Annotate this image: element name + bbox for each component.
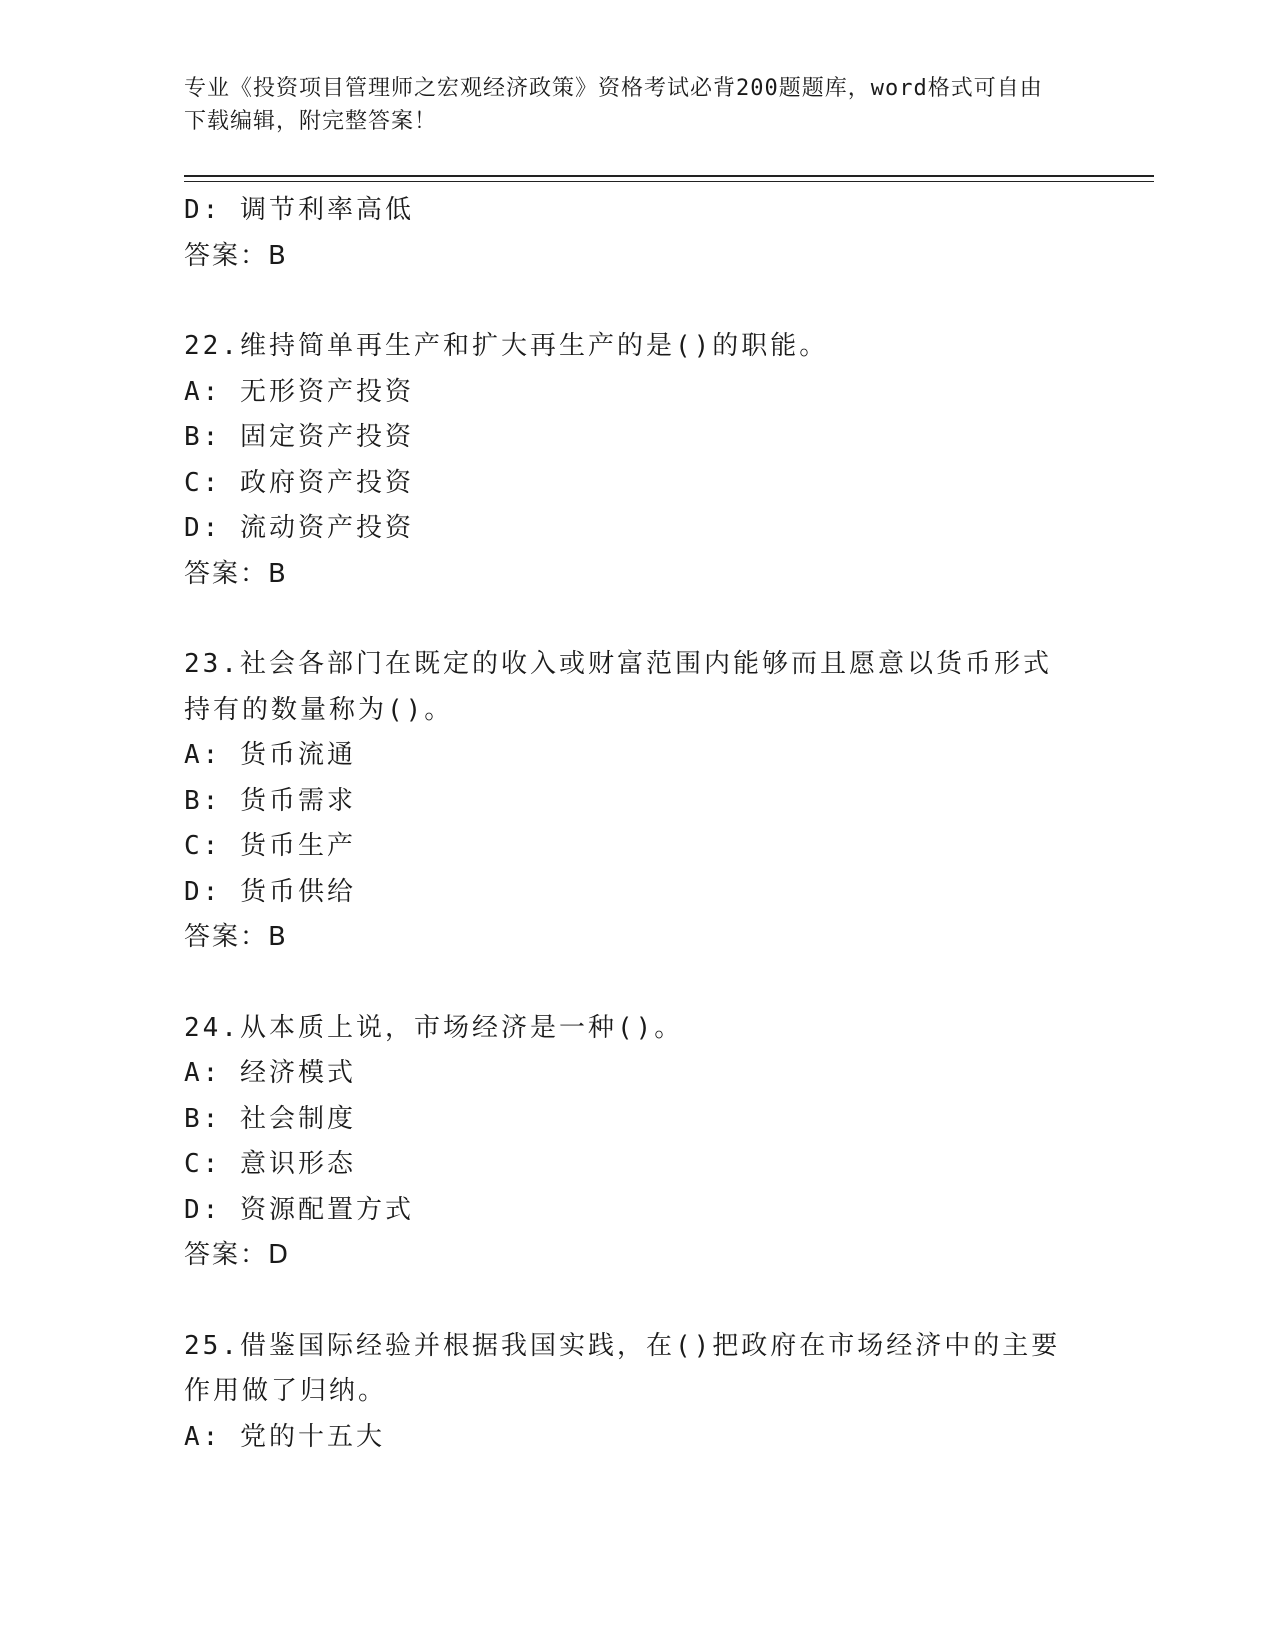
question-23 — [184, 642, 1084, 961]
question-stem: 22.维持简单再生产和扩大再生产的是()的职能。 — [184, 331, 829, 361]
option-c: C: 政府资产投资 — [184, 467, 414, 498]
option-a: A: 货币流通 — [184, 740, 356, 770]
header-divider-thick — [184, 175, 1154, 177]
option-b: B: 社会制度 — [184, 1103, 356, 1134]
option-d: D: 调节利率高低 — [184, 195, 414, 225]
question-stem: 23.社会各部门在既定的收入或财富范围内能够而且愿意以货币形式持有的数量称为()。 — [184, 649, 1052, 725]
question-25 — [184, 1324, 1084, 1461]
answer-line: 答案：D — [184, 1240, 291, 1270]
answer-line: 答案：B — [184, 922, 288, 952]
option-c: C: 意识形态 — [184, 1149, 356, 1179]
question-stem: 25.借鉴国际经验并根据我国实践，在()把政府在市场经济中的主要作用做了归纳。 — [184, 1330, 1061, 1406]
question-22 — [184, 324, 1084, 597]
option-a: A: 经济模式 — [184, 1058, 356, 1088]
option-b: B: 固定资产投资 — [184, 422, 414, 452]
page-header: 专业《投资项目管理师之宏观经济政策》资格考试必背200题题库，word格式可自由下载编辑，附完整答案！ — [184, 76, 1043, 134]
option-d: D: 资源配置方式 — [184, 1194, 414, 1225]
option-a: A: 无形资产投资 — [184, 376, 414, 407]
question-stem: 24.从本质上说，市场经济是一种()。 — [184, 1012, 684, 1043]
header-divider-thin — [184, 181, 1154, 182]
option-a: A: 党的十五大 — [184, 1421, 385, 1452]
option-b: B: 货币需求 — [184, 785, 356, 816]
answer-line: 答案：B — [184, 240, 288, 271]
question-list — [184, 188, 1084, 1460]
option-d: D: 货币供给 — [184, 876, 356, 907]
option-d: D: 流动资产投资 — [184, 513, 414, 543]
answer-line: 答案：B — [184, 558, 288, 589]
option-c: C: 货币生产 — [184, 831, 356, 861]
question-24 — [184, 1006, 1084, 1279]
